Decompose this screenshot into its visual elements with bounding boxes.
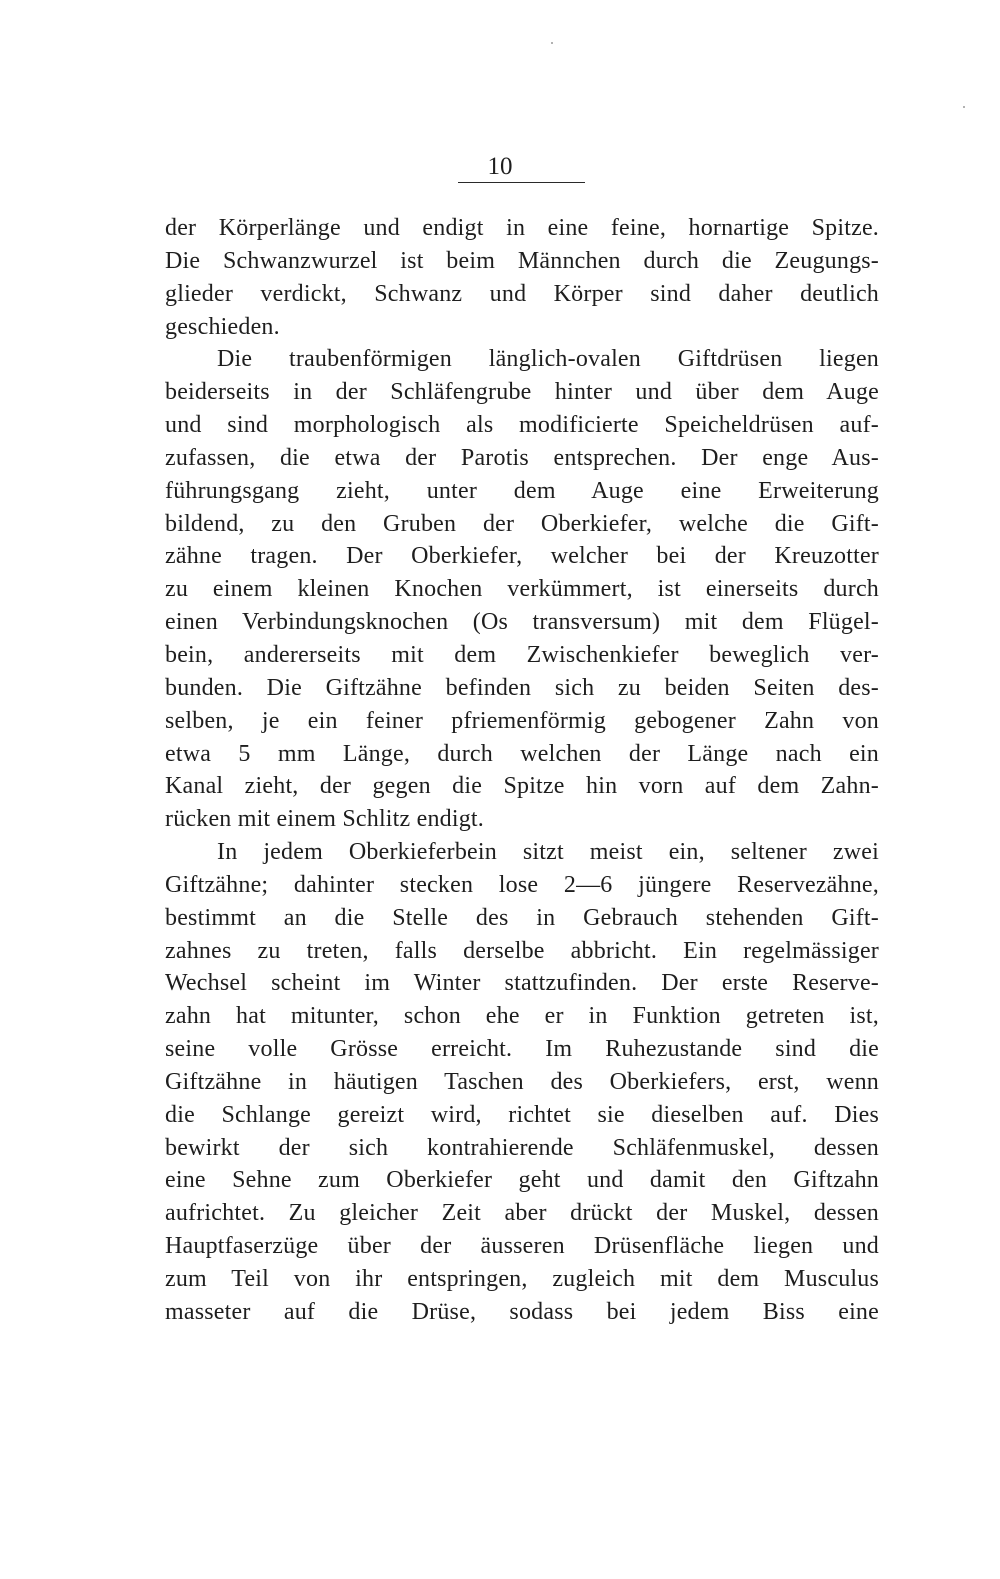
- text-line: Giftzähne in häutigen Taschen des Oberkiefers, erst, wenn: [165, 1068, 879, 1095]
- text-line: zahnes zu treten, falls derselbe abbricht. Ein regelmässiger: [165, 937, 879, 964]
- text-line: die Schlange gereizt wird, richtet sie dieselben auf. Dies: [165, 1101, 879, 1128]
- text-line: Die traubenförmigen länglich-ovalen Giftdrüsen liegen: [217, 346, 879, 373]
- scan-speck: [551, 42, 553, 44]
- scan-speck: [963, 106, 965, 108]
- body-text: [165, 212, 879, 1329]
- text-line: Die Schwanzwurzel ist beim Männchen durch die Zeugungs-: [165, 247, 879, 274]
- text-line: Hauptfaserzüge über der äusseren Drüsenfläche liegen und: [165, 1233, 879, 1260]
- text-line: zähne tragen. Der Oberkiefer, welcher bei der Kreuzotter: [165, 543, 879, 570]
- text-line: zahn hat mitunter, schon ehe er in Funktion getreten ist,: [165, 1003, 879, 1030]
- text-line: zufassen, die etwa der Parotis entsprechen. Der enge Aus-: [165, 444, 879, 471]
- text-line: Kanal zieht, der gegen die Spitze hin vorn auf dem Zahn-: [165, 773, 879, 800]
- text-line: einen Verbindungsknochen (Os transversum) mit dem Flügel-: [165, 609, 879, 636]
- text-line: etwa 5 mm Länge, durch welchen der Länge nach ein: [165, 740, 879, 767]
- text-line: der Körperlänge und endigt in eine feine, hornartige Spitze.: [165, 215, 879, 241]
- text-line: geschieden.: [165, 313, 280, 340]
- text-line: bewirkt der sich kontrahierende Schläfenmuskel, dessen: [165, 1134, 879, 1161]
- text-line: selben, je ein feiner pfriemenförmig gebogener Zahn von: [165, 707, 879, 734]
- text-line: zu einem kleinen Knochen verkümmert, ist einerseits durch: [165, 576, 879, 603]
- text-line: In jedem Oberkieferbein sitzt meist ein, seltener zwei: [217, 839, 879, 866]
- text-line: eine Sehne zum Oberkiefer geht und damit den Giftzahn: [165, 1167, 879, 1194]
- text-line: bildend, zu den Gruben der Oberkiefer, welche die Gift-: [165, 510, 879, 537]
- text-line: bestimmt an die Stelle des in Gebrauch stehenden Gift-: [165, 904, 879, 931]
- text-line: bein, andererseits mit dem Zwischenkiefer beweglich ver-: [165, 641, 879, 668]
- text-line: rücken mit einem Schlitz endigt.: [165, 806, 484, 833]
- text-line: zum Teil von ihr entspringen, zugleich mit dem Musculus: [165, 1266, 879, 1292]
- page-number-rule: [458, 182, 585, 183]
- text-line: masseter auf die Drüse, sodass bei jedem Biss eine: [165, 1298, 879, 1325]
- text-line: glieder verdickt, Schwanz und Körper sind daher deutlich: [165, 280, 879, 307]
- page-number: 10: [487, 153, 513, 180]
- text-line: aufrichtet. Zu gleicher Zeit aber drückt der Muskel, dessen: [165, 1200, 879, 1227]
- text-line: Wechsel scheint im Winter stattzufinden. Der erste Reserve-: [165, 970, 879, 997]
- text-line: bunden. Die Giftzähne befinden sich zu beiden Seiten des-: [165, 674, 879, 701]
- text-line: beiderseits in der Schläfengrube hinter und über dem Auge: [165, 379, 879, 406]
- text-line: Giftzähne; dahinter stecken lose 2—6 jüngere Reservezähne,: [165, 871, 879, 898]
- text-line: seine volle Grösse erreicht. Im Ruhezustande sind die: [165, 1036, 879, 1063]
- text-line: und sind morphologisch als modificierte Speicheldrüsen auf-: [165, 412, 879, 439]
- text-line: führungsgang zieht, unter dem Auge eine Erweiterung: [165, 477, 879, 504]
